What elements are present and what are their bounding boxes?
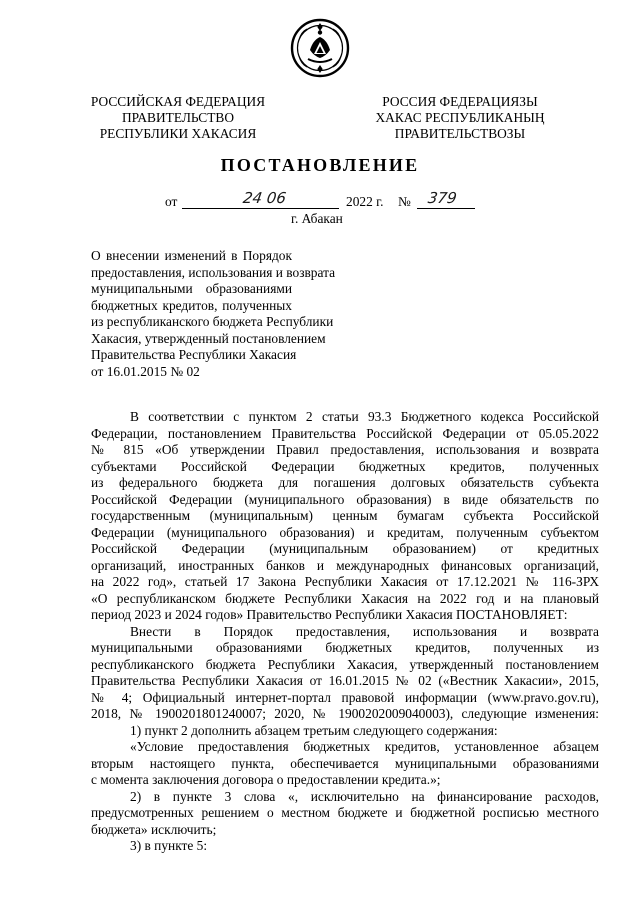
body-line: из федерального бюджета для погашения долговых обязательств субъекта [91, 475, 599, 490]
body-text [91, 409, 599, 855]
body-line: период 2023 и 2024 годов» Правительство Республики Хакасия ПОСТАНОВЛЯЕТ: [91, 607, 568, 622]
coat-of-arms-icon [290, 18, 350, 78]
handwritten-date: 24 06 [241, 189, 288, 207]
subject-line: от 16.01.2015 № 02 [91, 363, 200, 379]
body-line: на 2022 год», статьей 17 Закона Республики Хакасия от 17.12.2021 № 116-ЗРХ [91, 574, 599, 589]
header-left [68, 94, 288, 142]
subject-line: Правительства Республики Хакасия [91, 347, 297, 362]
header-right-line-3: ПРАВИТЕЛЬСТВОЗЫ [394, 126, 526, 141]
header-left-line-3: РЕСПУБЛИКИ ХАКАСИЯ [99, 126, 257, 141]
body-line: 3) в пункте 5: [130, 838, 208, 853]
body-line: предусмотренных решением о местном бюджете и бюджетной росписью местного [91, 805, 599, 820]
header-left-line-1: РОССИЙСКАЯ ФЕДЕРАЦИЯ [90, 94, 266, 109]
body-line: 1) пункт 2 дополнить абзацем третьим следующего содержания: [130, 722, 498, 738]
document-title: ПОСТАНОВЛЕНИЕ [220, 155, 420, 175]
handwritten-number: 379 [426, 189, 458, 207]
body-line: Внести в Порядок предоставления, использования и возврата [130, 623, 599, 639]
body-line: «О республиканском бюджете Республики Хакасия на 2022 год и на плановый [91, 590, 599, 606]
body-line: № 4; Официальный интернет-портал правовой информации (www.pravo.gov.ru), [91, 689, 599, 705]
body-line: субъектами Российской Федерации бюджетных кредитов, полученных [91, 458, 599, 474]
body-line: Российской Федерации (муниципальным образованием) от кредитных [91, 541, 599, 556]
header-left-line-2: ПРАВИТЕЛЬСТВО [121, 110, 234, 125]
header-right-line-2: ХАКАС РЕСПУБЛИКАНЫҢ [375, 110, 545, 125]
body-line: государственным (муниципальным) ценным бумагам субъекта Российской [91, 508, 599, 523]
subject-line: предоставления, использования и возврата [91, 264, 336, 280]
body-line: «Условие предоставления бюджетных кредитов, установленное абзацем [130, 739, 599, 754]
body-line: 2) в пункте 3 слова «, исключительно на финансирование расходов, [130, 788, 599, 804]
subject-line: Хакасия, утвержденный постановлением [91, 330, 326, 346]
body-line: муниципальными образованиями бюджетных кредитов, полученных из [91, 640, 599, 655]
header-right-line-1: РОССИЯ ФЕДЕРАЦИЯЗЫ [382, 94, 538, 109]
number-label: № [398, 194, 411, 209]
city-label: г. Абакан [291, 211, 343, 226]
body-line: № 815 «Об утверждении Правил предоставления, использования и возврата [91, 442, 599, 457]
year-label: 2022 г. [346, 194, 384, 209]
subject-block [91, 248, 336, 380]
number-underline [417, 208, 475, 209]
from-label: от [165, 194, 178, 209]
body-line: организаций, иностранных банков и международных финансовых организаций, [91, 557, 599, 573]
body-line: республиканского бюджета Республики Хакасия, утвержденный постановлением [91, 656, 599, 672]
body-line: Правительства Республики Хакасия от 16.01.2015 № 02 («Вестник Хакасии», 2015, [91, 673, 599, 688]
body-line: вторым настоящего пункта, обеспечивается муниципальными образованиями [91, 755, 599, 771]
body-line: Российской Федерации (муниципального образования) в виде обязательств по [91, 491, 599, 507]
body-line: Федерации, постановлением Правительства Российской Федерации от 05.05.2022 [91, 425, 599, 441]
body-line: Федерации (муниципального образования) и кредитам, полученным субъектом [91, 524, 599, 540]
body-line: бюджета» исключить; [91, 821, 217, 837]
body-line: В соответствии с пунктом 2 статьи 93.3 Бюджетного кодекса Российской [130, 409, 599, 424]
date-number-line [160, 189, 490, 212]
header-right [350, 94, 570, 142]
subject-line: муниципальными образованиями [91, 281, 292, 296]
body-line: 2018, № 1900201801240007; 2020, № 1900202009040003), следующие изменения: [91, 706, 599, 721]
subject-line: О внесении изменений в Порядок [91, 248, 292, 263]
subject-line: из республиканского бюджета Республики [91, 314, 334, 329]
date-underline [182, 208, 339, 209]
body-line: с момента заключения договора о предоставлении кредита.»; [91, 772, 441, 787]
subject-line: бюджетных кредитов, полученных [91, 297, 292, 313]
